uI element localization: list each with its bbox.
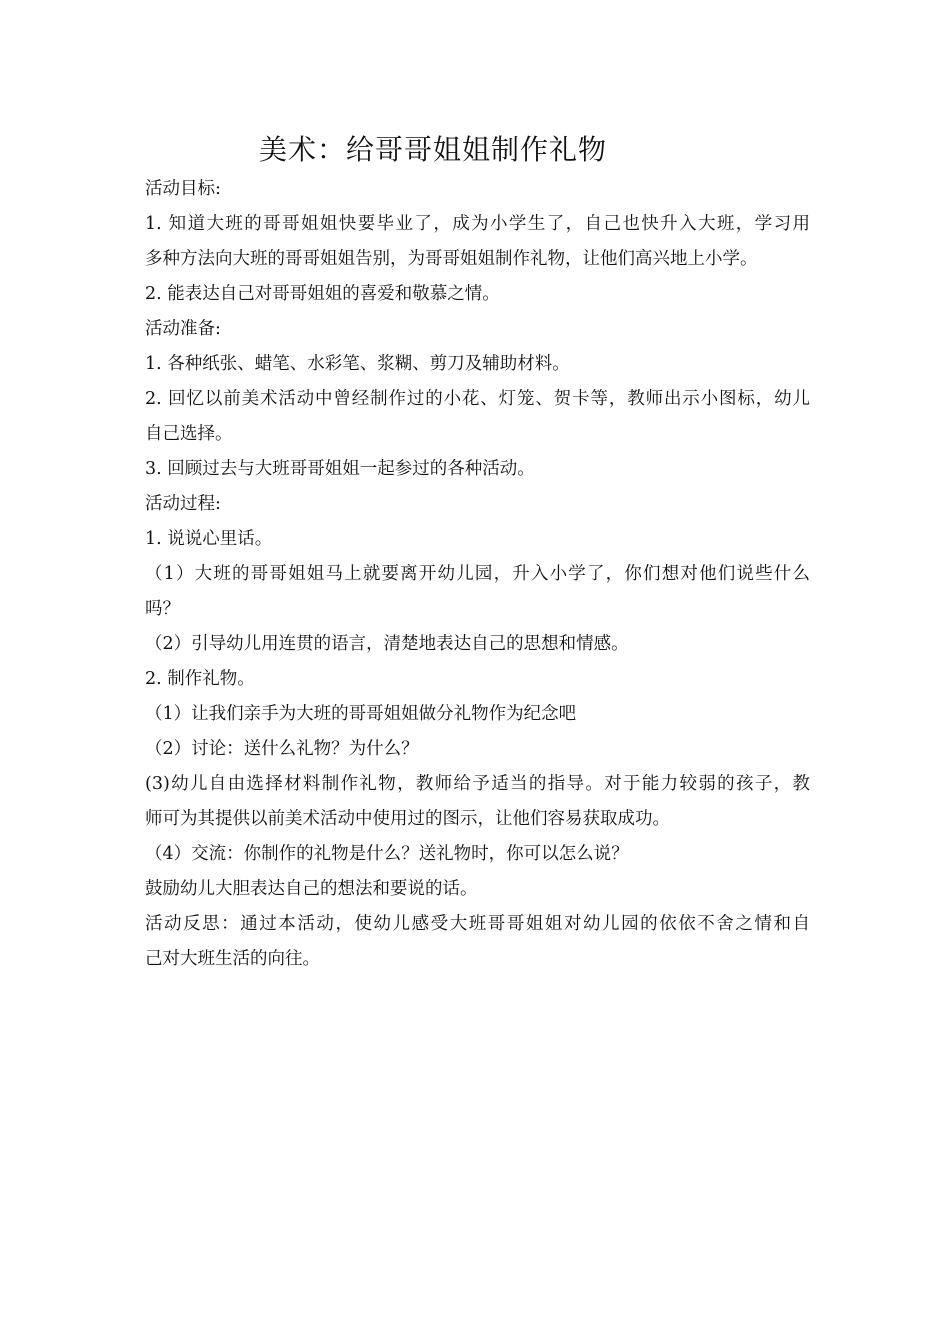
paragraph-line: 2. 回忆以前美术活动中曾经制作过的小花、灯笼、贺卡等，教师出示小图标，幼儿: [145, 389, 810, 409]
section-heading-goals: 活动目标:: [145, 179, 221, 199]
paragraph-line: 吗？: [145, 599, 180, 619]
paragraph-line: 1. 各种纸张、蜡笔、水彩笔、浆糊、剪刀及辅助材料。: [145, 354, 570, 374]
paragraph-line: （2）讨论：送什么礼物？为什么？: [145, 739, 419, 759]
document-title: 美术：给哥哥姐姐制作礼物: [258, 133, 607, 166]
paragraph-line: 3. 回顾过去与大班哥哥姐姐一起参过的各种活动。: [145, 459, 535, 479]
paragraph-line: 2. 能表达自己对哥哥姐姐的喜爱和敬慕之情。: [145, 284, 500, 304]
paragraph-line: 1. 说说心里话。: [145, 529, 273, 549]
paragraph-line: 己对大班生活的向往。: [145, 949, 320, 969]
paragraph-line: 多种方法向大班的哥哥姐姐告别，为哥哥姐姐制作礼物，让他们高兴地上小学。: [145, 249, 758, 269]
document-body: [145, 172, 810, 977]
paragraph-line: 师可为其提供以前美术活动中使用过的图示，让他们容易获取成功。: [145, 809, 670, 829]
section-heading-process: 活动过程:: [145, 494, 221, 514]
paragraph-line: 自己选择。: [145, 424, 233, 444]
paragraph-line: 2. 制作礼物。: [145, 669, 255, 689]
paragraph-line: (3)幼儿自由选择材料制作礼物，教师给予适当的指导。对于能力较弱的孩子，教: [145, 774, 810, 794]
paragraph-line: 鼓励幼儿大胆表达自己的想法和要说的话。: [145, 879, 478, 899]
paragraph-line: 1. 知道大班的哥哥姐姐快要毕业了，成为小学生了，自己也快升入大班，学习用: [145, 214, 810, 234]
paragraph-line: （2）引导幼儿用连贯的语言，清楚地表达自己的思想和情感。: [145, 634, 629, 654]
section-heading-preparation: 活动准备:: [145, 319, 221, 339]
paragraph-line: （4）交流：你制作的礼物是什么？送礼物时，你可以怎么说？: [145, 844, 629, 864]
section-heading-reflection: 活动反思：通过本活动，使幼儿感受大班哥哥姐姐对幼儿园的依依不舍之情和自: [145, 914, 810, 934]
paragraph-line: （1）大班的哥哥姐姐马上就要离开幼儿园，升入小学了，你们想对他们说些什么: [145, 564, 810, 584]
paragraph-line: （1）让我们亲手为大班的哥哥姐姐做分礼物作为纪念吧: [145, 704, 577, 724]
